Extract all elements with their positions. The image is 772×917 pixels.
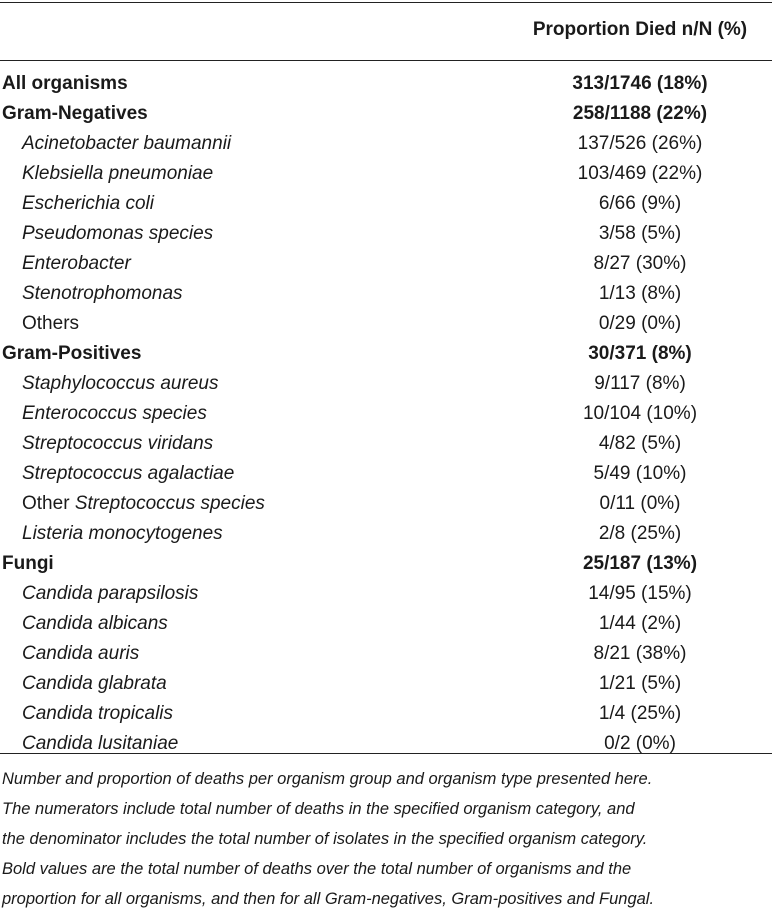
- organism-name-italic: Streptococcus viridans: [22, 433, 214, 454]
- top-rule: [0, 2, 772, 3]
- footnote-line: Number and proportion of deaths per organism group and organism type presented here.: [2, 770, 653, 788]
- table-row: [0, 249, 772, 279]
- organism-name: [22, 189, 154, 219]
- organism-name-italic: Escherichia coli: [22, 193, 154, 214]
- table-row: [0, 309, 772, 339]
- organism-name: [22, 459, 234, 489]
- group-row: [0, 99, 772, 129]
- organism-name-italic: Candida lusitaniae: [22, 733, 179, 754]
- proportion-died-value: 258/1188 (22%): [572, 103, 708, 124]
- organism-name: [22, 729, 178, 759]
- group-row: [0, 339, 772, 369]
- proportion-died-value: 137/526 (26%): [577, 133, 703, 154]
- footnote-line: Bold values are the total number of deaths over the total number of organisms and the: [2, 860, 632, 878]
- organism-name: [22, 249, 131, 279]
- organism-name: [22, 669, 167, 699]
- organism-name-italic: Candida tropicalis: [22, 703, 174, 724]
- footnote-line: The numerators include total number of deaths in the specified organism category, and: [2, 800, 635, 818]
- organism-name-italic: Candida glabrata: [22, 673, 167, 694]
- organism-name-italic: Listeria monocytogenes: [22, 523, 223, 544]
- table-row: [0, 519, 772, 549]
- organism-name-italic: Staphylococcus aureus: [22, 373, 219, 394]
- organism-name: [2, 69, 128, 99]
- organism-name: [22, 579, 198, 609]
- organism-name: [22, 279, 183, 309]
- table-row: [0, 429, 772, 459]
- organism-name: [22, 519, 223, 549]
- proportion-died-value: 25/187 (13%): [582, 553, 698, 574]
- organism-name: [2, 339, 141, 369]
- table-row: [0, 279, 772, 309]
- organism-name: [22, 219, 213, 249]
- organism-name-italic: Enterococcus species: [22, 403, 207, 424]
- proportion-died-value: 14/95 (15%): [588, 583, 692, 604]
- proportion-died-value: 8/21 (38%): [593, 643, 687, 664]
- group-row: [0, 549, 772, 579]
- organism-name: [2, 549, 54, 579]
- organism-name-italic: Enterobacter: [22, 253, 131, 274]
- organism-name: [22, 429, 213, 459]
- proportion-died-value: 1/13 (8%): [598, 283, 682, 304]
- table-footnote: [2, 764, 772, 914]
- organism-name-plain: Others: [22, 313, 80, 334]
- proportion-died-value: 1/21 (5%): [598, 673, 682, 694]
- organism-name-italic: Candida auris: [22, 643, 140, 664]
- footnote-line: proportion for all organisms, and then for all Gram-negatives, Gram-positives and Fungal.: [2, 890, 655, 908]
- proportion-died-value: 313/1746 (18%): [572, 73, 708, 94]
- table-row: [0, 729, 772, 759]
- organism-name-italic: Candida parapsilosis: [22, 583, 199, 604]
- organism-name-plain: All organisms: [2, 73, 128, 94]
- table-row: [0, 699, 772, 729]
- organism-name: [22, 699, 173, 729]
- table-row: [0, 579, 772, 609]
- table-row: [0, 489, 772, 519]
- footnote-line: the denominator includes the total number of isolates in the specified organism category.: [2, 830, 648, 848]
- bottom-rule: [0, 753, 772, 754]
- organism-name-italic: Streptococcus agalactiae: [22, 463, 235, 484]
- table-row: [0, 129, 772, 159]
- organism-name-italic: Candida albicans: [22, 613, 168, 634]
- organism-name: [22, 369, 218, 399]
- proportion-died-value: 2/8 (25%): [598, 523, 682, 544]
- proportion-died-value: 5/49 (10%): [593, 463, 687, 484]
- table-body: [0, 69, 772, 759]
- table-row: [0, 219, 772, 249]
- organism-name: [22, 159, 213, 189]
- organism-name: [2, 99, 148, 129]
- table-row: [0, 459, 772, 489]
- organism-name: [22, 309, 79, 339]
- organism-name-italic: Stenotrophomonas: [22, 283, 183, 304]
- table-row: [0, 639, 772, 669]
- organism-name-plain: Other: [22, 493, 75, 514]
- organism-name-italic: Pseudomonas species: [22, 223, 214, 244]
- table-row: [0, 189, 772, 219]
- organism-name-plain: Gram-Positives: [2, 343, 142, 364]
- proportion-died-value: 10/104 (10%): [582, 403, 698, 424]
- proportion-died-value: 0/29 (0%): [598, 313, 682, 334]
- proportion-died-value: 0/2 (0%): [604, 733, 676, 754]
- organism-name: [22, 639, 139, 669]
- table-row: [0, 609, 772, 639]
- organism-name: [22, 399, 207, 429]
- table-row: [0, 399, 772, 429]
- organism-name-italic: Acinetobacter baumannii: [22, 133, 232, 154]
- proportion-died-value: 1/44 (2%): [598, 613, 682, 634]
- header-rule: [0, 60, 772, 61]
- proportion-died-value: 30/371 (8%): [588, 343, 692, 364]
- proportion-died-value: 0/11 (0%): [599, 493, 681, 514]
- organism-name-italic: Streptococcus species: [74, 493, 265, 514]
- organism-name-plain: Fungi: [2, 553, 54, 574]
- proportion-died-value: 4/82 (5%): [598, 433, 682, 454]
- proportion-died-value: 1/4 (25%): [598, 703, 682, 724]
- organism-name-plain: Gram-Negatives: [2, 103, 148, 124]
- organism-name: [22, 129, 231, 159]
- table-row: [0, 369, 772, 399]
- proportion-died-value: 6/66 (9%): [598, 193, 682, 214]
- proportion-died-value: 103/469 (22%): [577, 163, 703, 184]
- organism-name: [22, 609, 168, 639]
- group-row: [0, 69, 772, 99]
- proportion-died-value: 8/27 (30%): [593, 253, 687, 274]
- table-row: [0, 669, 772, 699]
- column-header: Proportion Died n/N (%): [532, 19, 748, 40]
- proportion-died-value: 3/58 (5%): [598, 223, 682, 244]
- proportion-died-value: 9/117 (8%): [594, 373, 686, 394]
- organism-name: [22, 489, 265, 519]
- organism-name-italic: Klebsiella pneumoniae: [22, 163, 214, 184]
- table-row: [0, 159, 772, 189]
